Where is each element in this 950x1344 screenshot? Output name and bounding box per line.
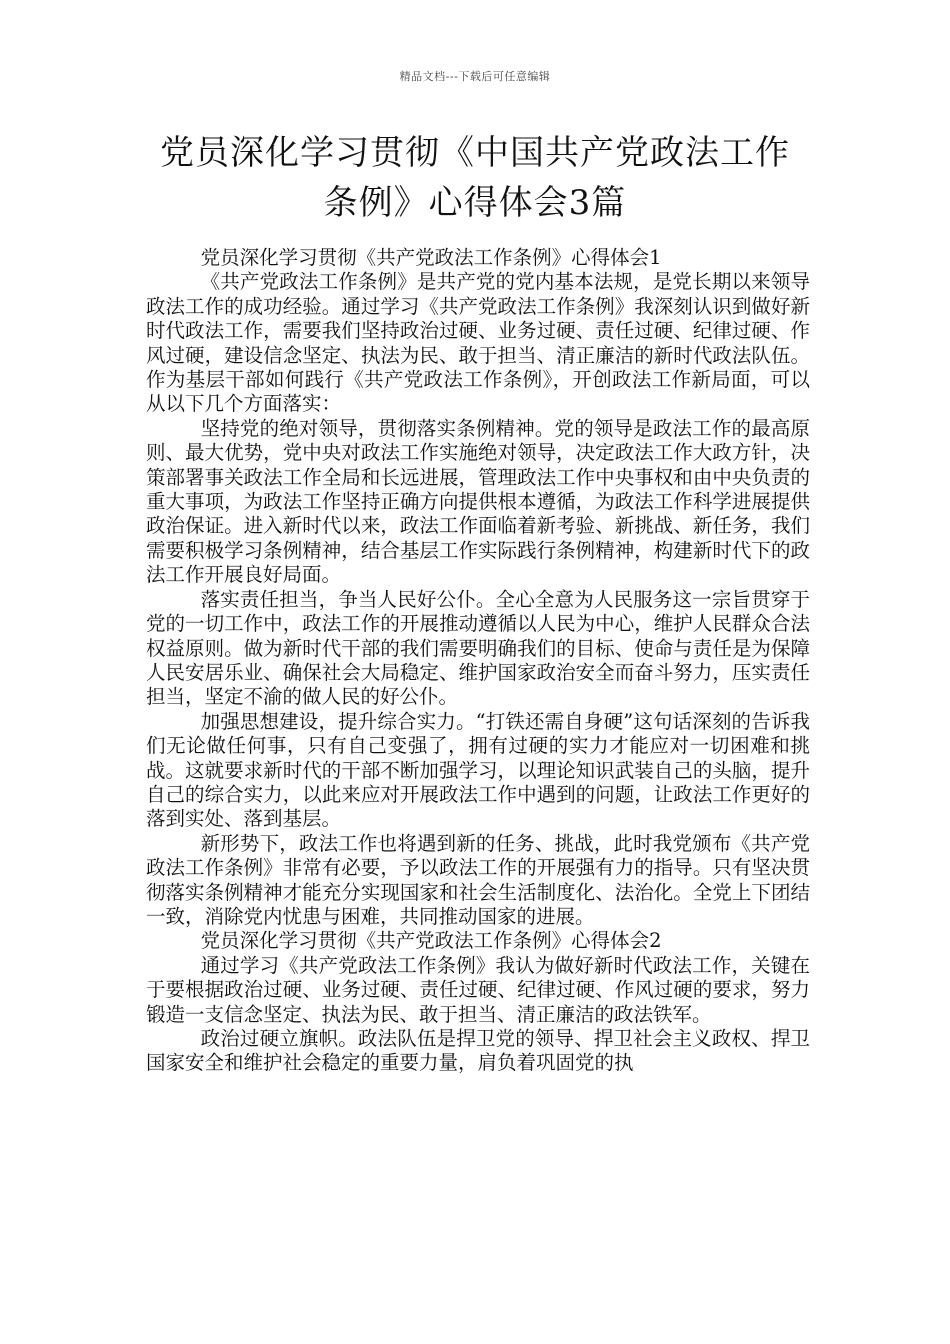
- title-line-1: 党员深化学习贯彻《中国共产党政法工作: [160, 133, 790, 173]
- paragraph: 新形势下，政法工作也将遇到新的任务、挑战，此时我党颁布《共产党政法工作条例》非常有必要，予以政法工作的开展强有力的指导。只有坚决贯彻落实条例精神才能充分实现国家和社会生活制度化、法治化。全党上下团结一致，消除党内忧患与困难，共同推动国家的进展。: [146, 831, 810, 928]
- section-heading-1: 党员深化学习贯彻《共产党政法工作条例》心得体会1: [200, 246, 662, 269]
- paragraph: 通过学习《共产党政法工作条例》我认为做好新时代政法工作，关键在于要根据政治过硬、业务过硬、责任过硬、纪律过硬、作风过硬的要求，努力锻造一支信念坚定、执法为民、敢于担当、清正廉洁的政法铁军。: [146, 953, 810, 1026]
- paragraph: 加强思想建设，提升综合实力。“打铁还需自身硬”这句话深刻的告诉我们无论做任何事，只有自己变强了，拥有过硬的实力才能应对一切困难和挑战。这就要求新时代的干部不断加强学习，以理论知识武装自己的头脑，提升自己的综合实力，以此来应对开展政法工作中遇到的问题，让政法工作更好的落到实处、落到基层。: [146, 709, 810, 831]
- paragraph: 《共产党政法工作条例》是共产党的党内基本法规，是党长期以来领导政法工作的成功经验。通过学习《共产党政法工作条例》我深刻认识到做好新时代政法工作，需要我们坚持政治过硬、业务过硬、责任过硬、纪律过硬、作风过硬，建设信念坚定、执法为民、敢于担当、清正廉洁的新时代政法队伍。作为基层干部如何践行《共产党政法工作条例》，开创政法工作新局面，可以从以下几个方面落实：: [146, 270, 810, 416]
- document-title: [120, 128, 830, 228]
- document-body: [146, 246, 810, 1076]
- paragraph: 坚持党的绝对领导，贯彻落实条例精神。党的领导是政法工作的最高原则、最大优势，党中央对政法工作实施绝对领导，决定政法工作大政方针，决策部署事关政法工作全局和长远进展，管理政法工作中央事权和由中央负责的重大事项，为政法工作坚持正确方向提供根本遵循，为政法工作科学进展提供政治保证。进入新时代以来，政法工作面临着新考验、新挑战、新任务，我们需要积极学习条例精神，结合基层工作实际践行条例精神，构建新时代下的政法工作开展良好局面。: [146, 416, 810, 587]
- paragraph: 落实责任担当，争当人民好公仆。全心全意为人民服务这一宗旨贯穿于党的一切工作中，政法工作的开展推动遵循以人民为中心，维护人民群众合法权益原则。做为新时代干部的我们需要明确我们的目标、使命与责任是为保障人民安居乐业、确保社会大局稳定、维护国家政治安全而奋斗努力，压实责任担当，坚定不渝的做人民的好公仆。: [146, 587, 810, 709]
- paragraph: 政治过硬立旗帜。政法队伍是捍卫党的领导、捍卫社会主义政权、捍卫国家安全和维护社会稳定的重要力量，肩负着巩固党的执: [146, 1027, 810, 1075]
- header-note: 精品文档---下载后可任意编辑: [399, 70, 551, 83]
- section-heading-2: 党员深化学习贯彻《共产党政法工作条例》心得体会2: [200, 929, 662, 953]
- title-line-2: 条例》心得体会3篇: [323, 183, 627, 223]
